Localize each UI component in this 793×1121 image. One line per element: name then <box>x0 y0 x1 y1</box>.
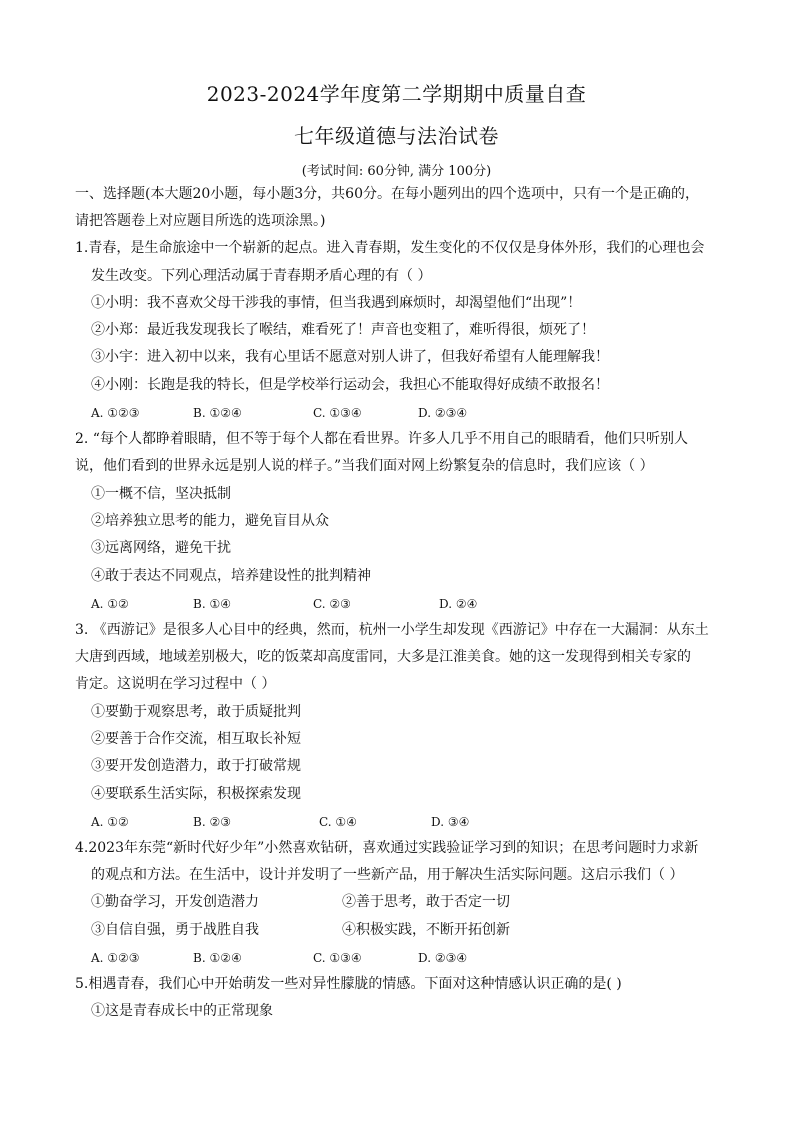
question-3-item-3: ③要开发创造潜力，敢于打破常规 <box>91 758 301 774</box>
question-5-stem-line-1: 5.相遇青春，我们心中开始萌发一些对异性朦胧的情感。下面对这种情感认识正确的是( ) <box>75 976 622 992</box>
question-2-stem-line-1: 2. “每个人都睁着眼睛，但不等于每个人都在看世界。许多人几乎不用自己的眼睛看，他们只听别人 <box>75 431 688 447</box>
question-4-option-b: B. ①②④ <box>193 951 242 965</box>
question-3-option-d: D. ③④ <box>431 815 470 829</box>
question-4-option-d: D. ②③④ <box>418 951 468 965</box>
question-1-option-c: C. ①③④ <box>313 406 362 420</box>
question-1-item-4: ④小刚：长跑是我的特长，但是学校举行运动会，我担心不能取得好成绩不敢报名！ <box>91 377 609 393</box>
question-2-item-2: ②培养独立思考的能力，避免盲目从众 <box>91 513 329 529</box>
exam-title: 2023-2024学年度第二学期期中质量自查 <box>206 82 587 106</box>
question-2-item-1: ①一概不信，坚决抵制 <box>91 486 231 502</box>
question-5-item-1: ①这是青春成长中的正常现象 <box>91 1003 273 1019</box>
question-1-option-a: A. ①②③ <box>91 406 140 420</box>
question-1-options <box>91 404 467 422</box>
question-3-option-c: C. ①④ <box>319 815 357 829</box>
question-2-options <box>91 595 477 613</box>
question-4-stem-line-2: 的观点和方法。在生活中，设计并发明了一些新产品，用于解决生活实际问题。这启示我们（ ） <box>91 867 684 883</box>
question-1-item-3: ③小宇：进入初中以来，我有心里话不愿意对别人讲了，但我好希望有人能理解我！ <box>91 349 609 365</box>
question-3-stem-line-1: 3. 《西游记》是很多人心目中的经典，然而，杭州一小学生却发现《西游记》中存在一大漏洞：从东土 <box>75 622 709 638</box>
question-1-item-2: ②小郑：最近我发现我长了喉结，难看死了！声音也变粗了，难听得很，烦死了！ <box>91 322 595 338</box>
question-2-item-4: ④敢于表达不同观点，培养建设性的批判精神 <box>91 568 371 584</box>
question-3-item-4: ④要联系生活实际，积极探索发现 <box>91 786 301 802</box>
question-2-option-c: C. ②③ <box>313 597 351 611</box>
question-2-option-b: B. ①④ <box>193 597 231 611</box>
question-2-option-d: D. ②④ <box>439 597 478 611</box>
question-4-item-3: ③自信自强，勇于战胜自我 <box>91 922 259 938</box>
question-3-options <box>91 813 469 831</box>
question-1-option-d: D. ②③④ <box>418 406 468 420</box>
section-heading-line-2: 请把答题卷上对应题目所选的选项涂黑。) <box>75 213 326 229</box>
question-1-stem-line-2: 发生改变。下列心理活动属于青春期矛盾心理的有（ ） <box>91 268 432 284</box>
question-4-item-1: ①勤奋学习，开发创造潜力 <box>91 894 259 910</box>
question-4-option-a: A. ①②③ <box>91 951 140 965</box>
question-4-item-4: ④积极实践，不断开拓创新 <box>342 922 510 938</box>
question-2-item-3: ③远离网络，避免干扰 <box>91 540 231 556</box>
question-2-option-a: A. ①② <box>91 597 129 611</box>
question-3-option-a: A. ①② <box>91 815 129 829</box>
question-1-option-b: B. ①②④ <box>193 406 242 420</box>
question-4-stem-line-1: 4.2023年东莞“新时代好少年”小然喜欢钻研，喜欢通过实践验证学习到的知识；在思考问题时力求新 <box>75 840 699 856</box>
question-3-stem-line-3: 肯定。这说明在学习过程中（ ） <box>75 676 276 692</box>
question-4-option-c: C. ①③④ <box>313 951 362 965</box>
question-1-stem-line-1: 1.青春，是生命旅途中一个崭新的起点。进入青春期，发生变化的不仅仅是身体外形，我们的心理也会 <box>75 240 705 256</box>
section-heading-line-1: 一、选择题(本大题20小题，每小题3分，共60分。在每小题列出的四个选项中，只有一个是正确的， <box>75 186 699 202</box>
exam-info: (考试时间: 60分钟, 满分 100分) <box>301 164 492 179</box>
question-3-option-b: B. ②③ <box>193 815 231 829</box>
question-3-stem-line-2: 大唐到西域，地域差别极大，吃的饭菜却高度雷同，大多是江淮美食。她的这一发现得到相关专家的 <box>75 649 691 665</box>
question-4-options <box>91 949 467 967</box>
exam-subtitle: 七年级道德与法治试卷 <box>294 124 499 148</box>
question-3-item-1: ①要勤于观察思考，敢于质疑批判 <box>91 704 301 720</box>
question-3-item-2: ②要善于合作交流，相互取长补短 <box>91 731 301 747</box>
question-2-stem-line-2: 说，他们看到的世界永远是别人说的样子。”当我们面对网上纷繁复杂的信息时，我们应该（ ） <box>75 458 654 474</box>
question-1-item-1: ①小明：我不喜欢父母干涉我的事情，但当我遇到麻烦时，却渴望他们“出现”！ <box>91 295 582 311</box>
question-4-item-2: ②善于思考，敢于否定一切 <box>342 894 510 910</box>
